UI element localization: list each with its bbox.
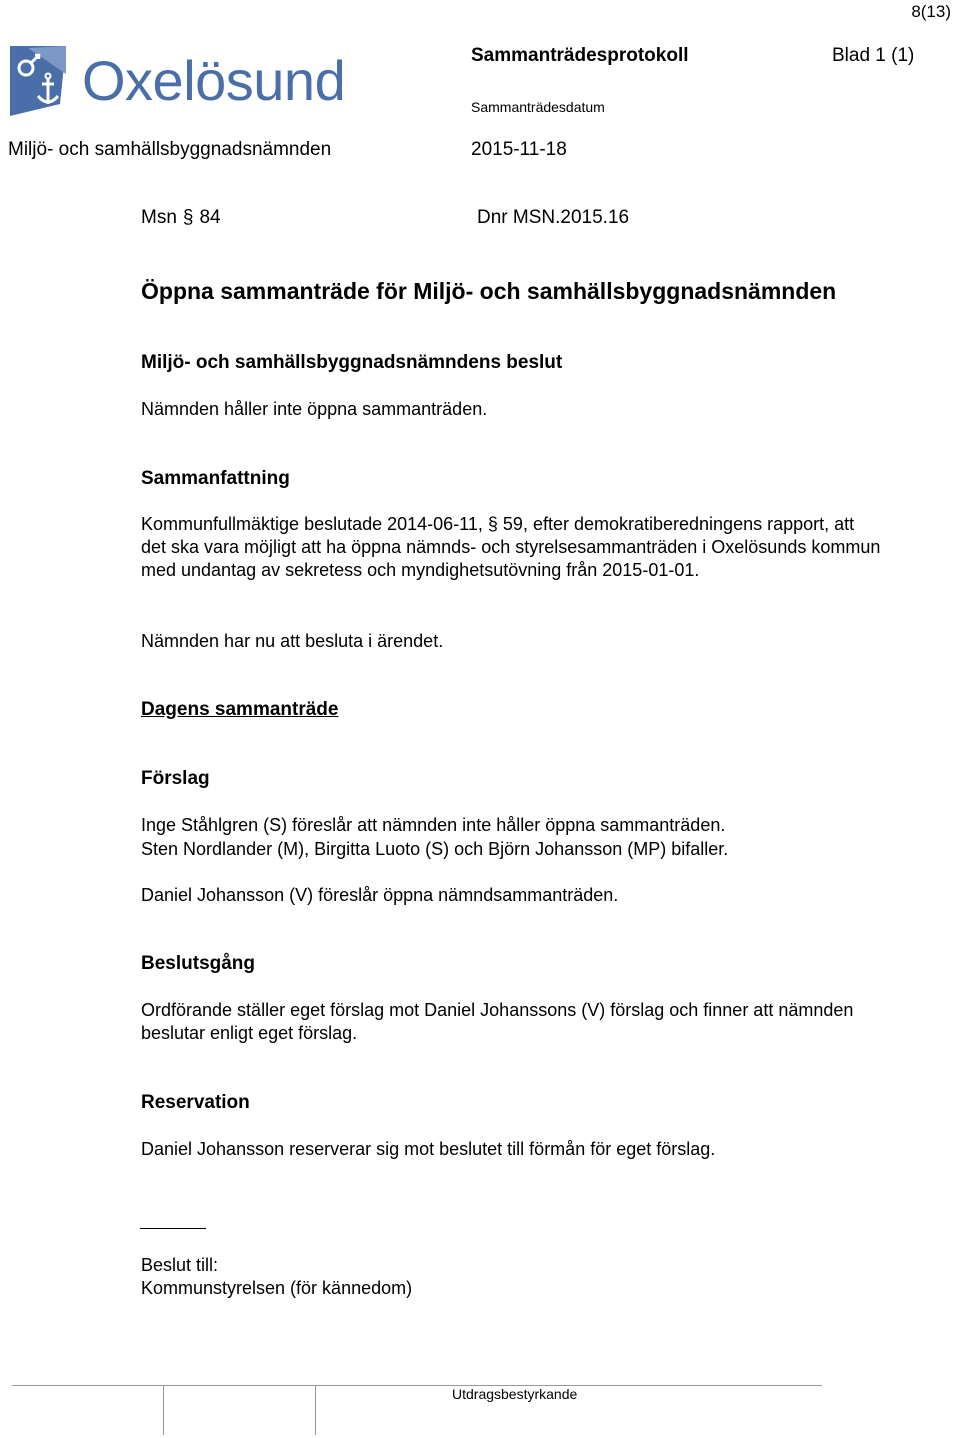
summary-followup: Nämnden har nu att besluta i ärendet. [141,631,444,651]
sheet-number: Blad 1 (1) [832,45,915,66]
divider [140,1228,206,1229]
case-number: Dnr MSN.2015.16 [477,207,630,228]
summary-text [141,513,881,582]
paragraph-prefix: Msn [141,207,177,228]
procedure-text: Ordförande ställer eget förslag mot Daniel Johanssons (V) förslag och finner att nämnden beslutar enligt eget förslag. [141,1000,854,1043]
footer-divider [12,1385,822,1386]
paragraph-number [141,207,221,229]
proposal-line: Daniel Johansson (V) föreslår öppna nämndsammanträden. [141,885,619,905]
distribution-label: Beslut till: [141,1255,219,1275]
decision-heading: Miljö- och samhällsbyggnadsnämndens beslut [141,352,563,373]
meeting-date: 2015-11-18 [471,139,567,160]
proposal-line: Inge Ståhlgren (S) föreslår att nämnden inte håller öppna sammanträden. [141,815,726,835]
section-sign: § [487,514,498,534]
document-type: Sammanträdesprotokoll [471,45,689,66]
page-number: 8(13) [911,2,951,21]
summary-text-part1: Kommunfullmäktige beslutade 2014-06-11, [141,514,483,534]
paragraph-value: 84 [199,207,221,228]
reservation-text: Daniel Johansson reserverar sig mot beslutet till förmån för eget förslag. [141,1139,716,1159]
summary-heading: Sammanfattning [141,468,290,489]
proposal-heading: Förslag [141,768,210,789]
page-title: Öppna sammanträde för Miljö- och samhällsbyggnadsnämnden [141,278,837,304]
signature-box-divider [315,1385,316,1435]
summary-text-part2: 59, efter demokratiberedningens rapport, att det ska vara möjligt att ha öppna nämnds- och styrelsesammanträden i Oxelösunds kommun med undantag av sekretess och myndighetsutövning från 2015-01-01. [141,514,881,580]
committee-name: Miljö- och samhällsbyggnadsnämnden [8,139,332,160]
certification-label: Utdragsbestyrkande [452,1386,578,1402]
decision-text: Nämnden håller inte öppna sammanträden. [141,399,488,419]
section-sign: § [182,207,194,228]
reservation-heading: Reservation [141,1092,250,1113]
signature-box-divider [163,1385,164,1435]
meeting-heading: Dagens sammanträde [141,699,339,720]
procedure-heading: Beslutsgång [141,953,256,974]
oxelosund-logo [8,44,346,120]
proposal-line: Sten Nordlander (M), Birgitta Luoto (S) och Björn Johansson (MP) bifaller. [141,839,729,859]
distribution-recipient: Kommunstyrelsen (för kännedom) [141,1278,413,1298]
logo-text: Oxelösund [82,49,346,112]
shield-anchor-icon [8,44,72,118]
meeting-date-label: Sammanträdesdatum [471,99,605,115]
